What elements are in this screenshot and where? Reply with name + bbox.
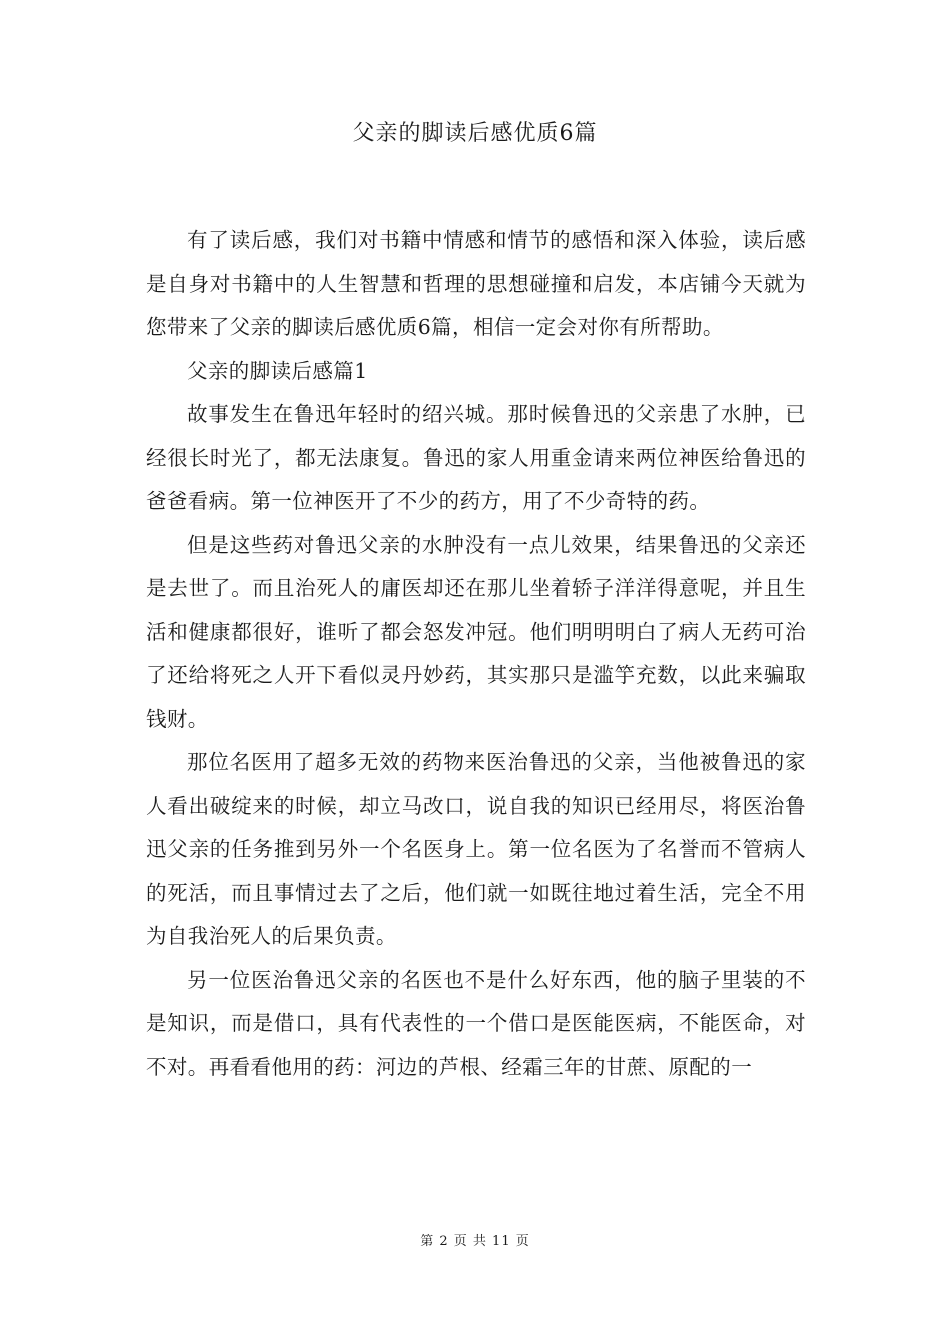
page-footer: 第 2 页 共 11 页 xyxy=(420,1234,530,1249)
paragraph: 另一位医治鲁迅父亲的名医也不是什么好东西，他的脑子里装的不是知识，而是借口，具有代表性的一个借口是医能医病，不能医命，对不对。再看看他用的药：河边的芦根、经霜三年的甘蔗、原配的一 xyxy=(146,967,806,1079)
section-heading: 父亲的脚读后感篇1 xyxy=(187,358,368,383)
paragraph: 但是这些药对鲁迅父亲的水肿没有一点儿效果，结果鲁迅的父亲还是去世了。而且治死人的庸医却还在那儿坐着轿子洋洋得意呢，并且生活和健康都很好，谁听了都会怒发冲冠。他们明明明白了病人无药可治了还给将死之人开下看似灵丹妙药，其实那只是滥竽充数，以此来骗取钱财。 xyxy=(146,532,806,731)
paragraph: 那位名医用了超多无效的药物来医治鲁迅的父亲，当他被鲁迅的家人看出破绽来的时候，却立马改口，说自我的知识已经用尽，将医治鲁迅父亲的任务推到另外一个名医身上。第一位名医为了名誉而不管病人的死活，而且事情过去了之后，他们就一如既往地过着生活，完全不用为自我治死人的后果负责。 xyxy=(146,750,806,948)
paragraph: 故事发生在鲁迅年轻时的绍兴城。那时候鲁迅的父亲患了水肿，已经很长时光了，都无法康复。鲁迅的家人用重金请来两位神医给鲁迅的爸爸看病。第一位神医开了不少的药方，用了不少奇特的药。 xyxy=(146,402,806,513)
document-title: 父亲的脚读后感优质6篇 xyxy=(352,121,598,146)
paragraph-intro: 有了读后感，我们对书籍中情感和情节的感悟和深入体验，读后感是自身对书籍中的人生智慧和哲理的思想碰撞和启发，本店铺今天就为您带来了父亲的脚读后感优质6篇，相信一定会对你有所帮助。 xyxy=(146,228,806,339)
document-body xyxy=(146,219,806,1089)
